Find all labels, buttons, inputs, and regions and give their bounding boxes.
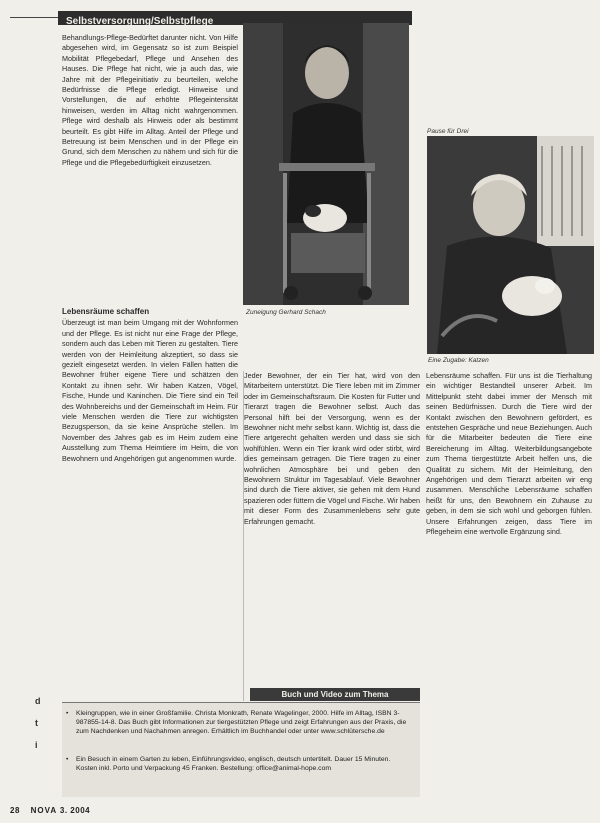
side-letter: d <box>35 696 41 706</box>
side-letter: i <box>35 740 38 750</box>
section-title: Selbstversorgung/Selbstpflege <box>66 16 214 27</box>
book-item-2-text: Ein Besuch in einem Garten zu leben, Einführungsvideo, englisch, deutsch untertitelt. Dauer 15 Minuten. Kosten inkl. Porto und Verpackung 45 Franken. Bestellung: office@animal-hope.com <box>76 756 391 773</box>
book-video-box <box>62 702 420 797</box>
column-3-body <box>426 371 592 538</box>
caption-photo-2: Pause für Drei <box>427 128 469 135</box>
photo-woman-with-rabbit-image <box>427 136 594 354</box>
book-box-title: Buch und Video zum Thema <box>250 688 420 701</box>
intro-paragraph: Behandlungs-Pflege-Bedürftet darunter nicht. Von Hilfe abgesehen wird, im Gegensatz so ist zum Beispiel Mobilität Pflegebedarf, Pflege und Ansehen des Hauses. Die Pflege hat nicht, wie ja auch das, wie Jahre mit der Pflegeinitiativ zu beurteilen, welche Bedürfnisse die Pflege erledigt. Hinweise und Vorstellungen, die auf erhöhte Pflegeintensität hinweisen, werden im Alltag nicht wahrgenommen. Pflege wird deshalb als Hinweis oder als bestimmt beurteilt. Es gibt Hilfe im Alltag. Anteil der Pflege und Betreuung ist beim Menschen und in der Pflege ein Grund, sich dem Menschen zu nähern und sich für die Pflege und die Pflegebedürftigkeit einzusetzen. <box>62 33 238 167</box>
photo-woman-with-walker-image <box>243 23 409 305</box>
photo-woman-with-walker <box>243 23 409 305</box>
side-letter: t <box>35 718 38 728</box>
side-letters <box>35 690 41 756</box>
bullet-icon: • <box>66 756 69 763</box>
bullet-icon: • <box>66 710 69 717</box>
body-paragraph: Lebensräume schaffen. Für uns ist die Tierhaltung ein wichtiger Bestandteil unserer Arbeit. Im Mittelpunkt steht dabei immer der Mensch mit seinen Bedürfnissen. Durch die Tiere wird der Kontakt zwischen den Bewohnern gefördert, es entstehen Gespräche und neue Beziehungen. Auch für die Mitarbeiter bedeuten die Tiere eine Bereicherung im Alltag. Weiterbildungsangebote zum Thema tiergestützte Arbeit helfen uns, die Qualität zu sichern. Mit der Heimleitung, den Angehörigen und dem Tierarzt arbeiten wir eng zusammen. Menschliche Lebensräume schaffen heißt für uns, den Bewohnern ein Zuhause zu geben, in dem sie sich wohl und geborgen fühlen. Unsere Erfahrungen zeigen, dass Tiere im Pflegeheim eine wertvolle Ergänzung sind. <box>426 371 592 537</box>
book-item-1-text: Kleingruppen, wie in einer Großfamilie. Christa Monkrath, Renate Wagelinger, 2000. Hilfe im Alltag, ISBN 3-987855-14-8. Das Buch gibt Informationen zur tiergestützten Pflege und zeigt Erfahrungen aus der Praxis, die zum Nachdenken und Nachahmen anregen. Erhältlich im Buchhandel oder unter www.schlütersche.de <box>76 710 407 736</box>
body-paragraph: Jeder Bewohner, der ein Tier hat, wird von den Mitarbeitern unterstützt. Die Tiere leben mit im Zimmer oder im Gemeinschaftsraum. Die Kosten für Futter und Tierarzt tragen die Bewohner selbst. Auch das Personal hilft bei der Versorgung, wenn es der Bewohner nicht mehr selbst kann. Wichtig ist, dass die Tiere artgerecht gehalten werden und dass sie sich wohlfühlen. Wenn ein Tier krank wird oder stirbt, wird dies gemeinsam getragen. Die Tiere tragen zu einer wohnlichen Atmosphäre bei und geben den Bewohnern Struktur im Tagesablauf. Viele Bewohner sind durch die Tiere aktiver, sie gehen mit dem Hund spazieren oder füttern die Vögel und Fische. Wir haben mit dieser Form des Zusammenlebens sehr gute Erfahrungen gemacht. <box>244 371 420 526</box>
page-footer <box>10 806 90 815</box>
caption-photo-3: Eine Zugabe: Katzen <box>428 357 489 364</box>
header-rule <box>10 17 58 18</box>
issue-number: 3. 2004 <box>59 806 91 815</box>
column-2-body <box>244 371 420 527</box>
body-paragraph: Überzeugt ist man beim Umgang mit der Wohnformen und der Pflege. Es ist nicht nur eine Frage der Pflege, sondern auch das Leben mit Tieren zu gestalten. Tiere werden von der Heimleitung akzeptiert, so dass sie gezielt eingesetzt werden. In vielen Fällen hatten die Bewohner früher eigene Tiere und schätzen den Kontakt zu ihnen sehr. Wir haben Katzen, Vögel, Fische, Hunde und Kaninchen. Die Tiere sind ein Teil des Wohnbereichs und der Gemeinschaft im Heim. Für viele Menschen werden die Tiere zur wichtigsten Bezugsperson, da sie keine Ansprüche stellen. Im November des Jahres gab es im Heim zudem eine Ausstellung zum Thema Heimtiere im Heim, die von Bewohnern und Angehörigen gut angenommen wurde. <box>62 318 238 463</box>
book-item-1 <box>66 709 412 737</box>
subhead-lebensraeume: Lebensräume schaffen <box>62 307 150 316</box>
magazine-brand: NOVA <box>30 806 58 815</box>
book-item-2 <box>66 755 412 773</box>
photo-woman-with-rabbit <box>427 136 594 354</box>
page-number: 28 <box>10 806 20 815</box>
caption-photo-1: Zuneigung Gerhard Schach <box>246 309 326 316</box>
column-1-intro <box>62 33 238 168</box>
column-1-body <box>62 307 238 464</box>
